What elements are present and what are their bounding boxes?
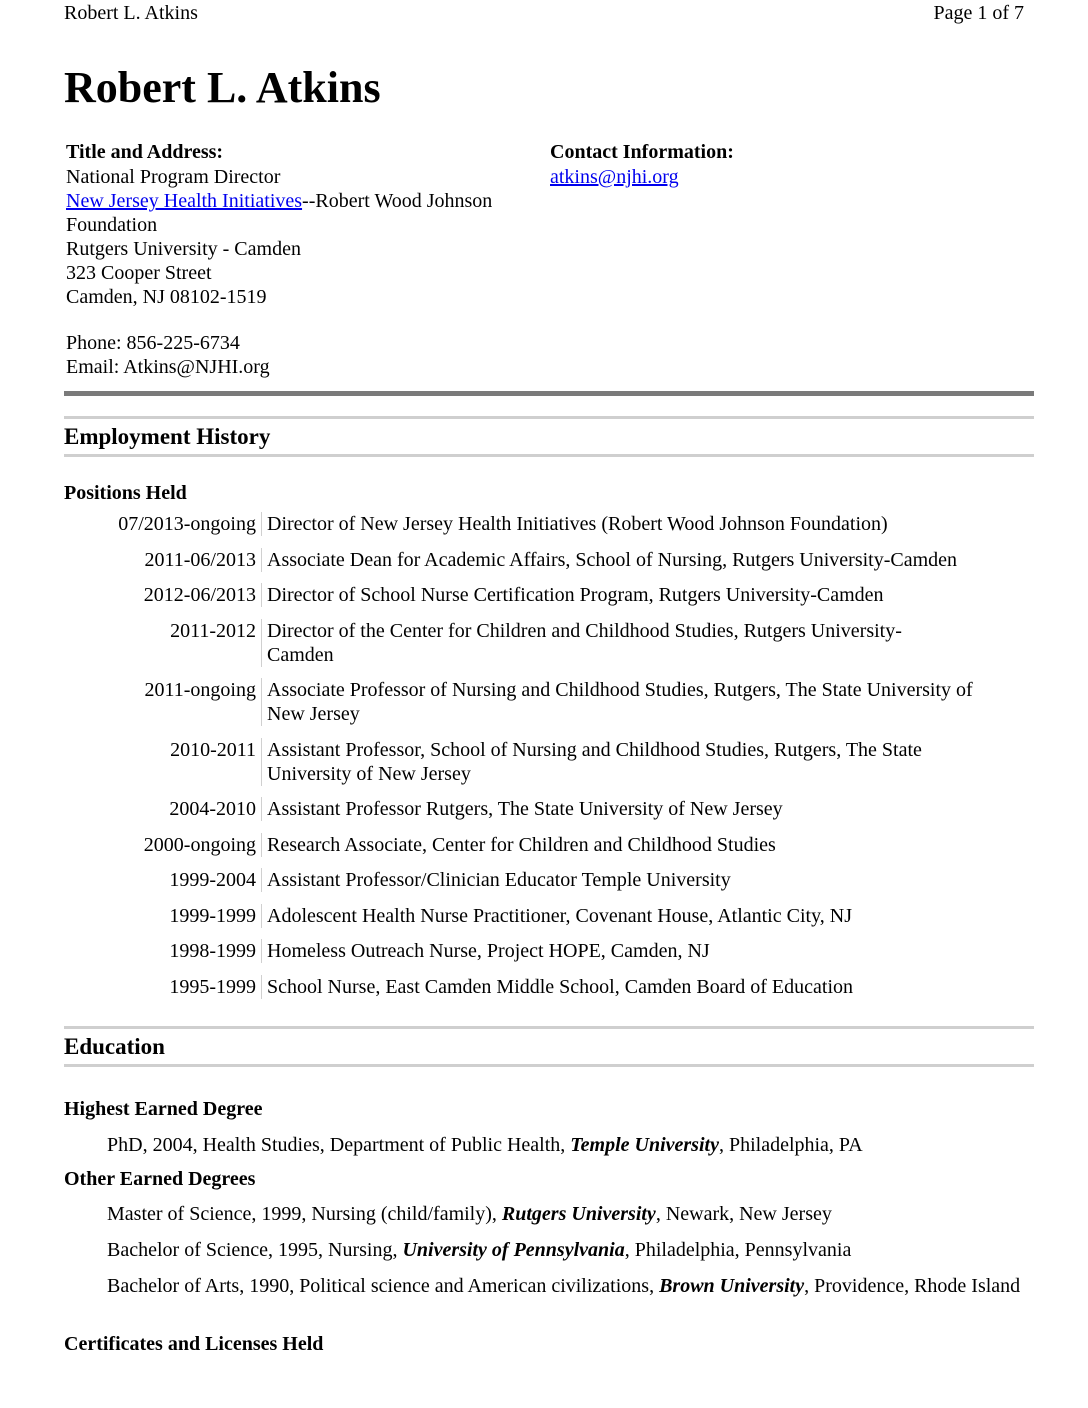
- email-line: Email: Atkins@NJHI.org: [66, 356, 270, 378]
- contact-email-link[interactable]: atkins@njhi.org: [550, 166, 679, 188]
- contact-block: [550, 139, 950, 189]
- certificates-heading: Certificates and Licenses Held: [64, 1333, 324, 1355]
- position-description: Assistant Professor, School of Nursing and Childhood Studies, Rutgers, The State University of New Jersey: [267, 738, 922, 785]
- position-date: 2011-ongoing: [64, 678, 262, 726]
- position-row: [64, 833, 1024, 857]
- position-date: 2004-2010: [64, 797, 262, 821]
- degree-location: , Newark, New Jersey: [655, 1203, 832, 1225]
- employment-history-heading: Employment History: [64, 424, 271, 449]
- position-description: Assistant Professor Rutgers, The State University of New Jersey: [267, 798, 783, 820]
- degree-text: Bachelor of Science, 1995, Nursing,: [107, 1239, 403, 1261]
- position-description: Homeless Outreach Nurse, Project HOPE, Camden, NJ: [267, 940, 710, 962]
- position-row: [64, 797, 1024, 821]
- title-address-label: Title and Address:: [66, 141, 224, 163]
- organization-line: [66, 189, 536, 213]
- title-address-block: [66, 139, 536, 379]
- section-divider: [64, 454, 1034, 457]
- position-date: 1998-1999: [64, 939, 262, 963]
- position-description: Director of the Center for Children and Childhood Studies, Rutgers University-Camden: [267, 619, 902, 666]
- position-row: [64, 868, 1024, 892]
- position-row: [64, 738, 1024, 786]
- organization-rest: --Robert Wood Johnson: [302, 190, 493, 212]
- degree-location: , Philadelphia, PA: [718, 1134, 863, 1156]
- position-date: 2011-2012: [64, 619, 262, 667]
- university-line: Rutgers University - Camden: [66, 238, 301, 260]
- position-row: [64, 512, 1024, 536]
- education-heading: Education: [64, 1034, 165, 1059]
- position-description: Director of New Jersey Health Initiatives (Robert Wood Johnson Foundation): [267, 513, 888, 535]
- section-divider-thick: [64, 391, 1034, 396]
- position-row: [64, 975, 1024, 999]
- degree-text: Master of Science, 1999, Nursing (child/family),: [107, 1203, 502, 1225]
- positions-list: [64, 512, 1024, 1010]
- degree-text: PhD, 2004, Health Studies, Department of Public Health,: [107, 1134, 571, 1156]
- running-header-name: Robert L. Atkins: [64, 2, 198, 24]
- job-title: National Program Director: [66, 166, 281, 188]
- position-date: 2010-2011: [64, 738, 262, 786]
- highest-degree-heading: Highest Earned Degree: [64, 1098, 263, 1120]
- position-row: [64, 619, 1024, 667]
- position-row: [64, 548, 1024, 572]
- institution-name: University of Pennsylvania: [402, 1239, 625, 1261]
- section-divider: [64, 416, 1034, 419]
- position-date: 07/2013-ongoing: [64, 512, 262, 536]
- njhi-link[interactable]: New Jersey Health Initiatives: [66, 190, 303, 212]
- position-description: Associate Dean for Academic Affairs, School of Nursing, Rutgers University-Camden: [267, 548, 958, 571]
- institution-name: Brown University: [659, 1275, 805, 1297]
- position-date: 2000-ongoing: [64, 833, 262, 857]
- position-description: Associate Professor of Nursing and Childhood Studies, Rutgers, The State University of New Jersey: [267, 679, 973, 725]
- contact-label: Contact Information:: [550, 141, 734, 163]
- position-row: [64, 678, 1024, 726]
- position-date: 1995-1999: [64, 975, 262, 999]
- institution-name: Temple University: [570, 1134, 719, 1156]
- position-date: 1999-1999: [64, 904, 262, 928]
- position-description: Assistant Professor/Clinician Educator Temple University: [267, 869, 731, 891]
- degree-location: , Philadelphia, Pennsylvania: [624, 1239, 852, 1261]
- degree-location: , Providence, Rhode Island: [804, 1275, 1021, 1297]
- city-line: Camden, NJ 08102-1519: [66, 286, 267, 308]
- degree-entry: [107, 1274, 1032, 1298]
- position-date: 1999-2004: [64, 868, 262, 892]
- street-line: 323 Cooper Street: [66, 262, 212, 284]
- position-description: Adolescent Health Nurse Practitioner, Covenant House, Atlantic City, NJ: [267, 904, 852, 927]
- degree-entry: [107, 1238, 1032, 1262]
- other-degrees-heading: Other Earned Degrees: [64, 1168, 256, 1190]
- position-row: [64, 939, 1024, 963]
- organization-line-2: Foundation: [66, 214, 158, 236]
- position-description: School Nurse, East Camden Middle School, Camden Board of Education: [267, 975, 854, 998]
- section-divider: [64, 1064, 1034, 1067]
- position-description: Director of School Nurse Certification Program, Rutgers University-Camden: [267, 584, 884, 606]
- page-number: Page 1 of 7: [933, 2, 1024, 24]
- degree-text: Bachelor of Arts, 1990, Political science and American civilizations,: [107, 1275, 660, 1297]
- positions-held-heading: Positions Held: [64, 482, 187, 504]
- institution-name: Rutgers University: [501, 1203, 656, 1225]
- degree-entry: [107, 1133, 1032, 1157]
- phone-line: Phone: 856-225-6734: [66, 332, 240, 354]
- cv-name-title: Robert L. Atkins: [64, 63, 381, 112]
- position-description: Research Associate, Center for Children and Childhood Studies: [267, 833, 776, 856]
- position-date: 2012-06/2013: [64, 583, 262, 607]
- degree-entry: [107, 1202, 1032, 1226]
- position-row: [64, 904, 1024, 928]
- position-date: 2011-06/2013: [64, 548, 262, 572]
- section-divider: [64, 1026, 1034, 1029]
- position-row: [64, 583, 1024, 607]
